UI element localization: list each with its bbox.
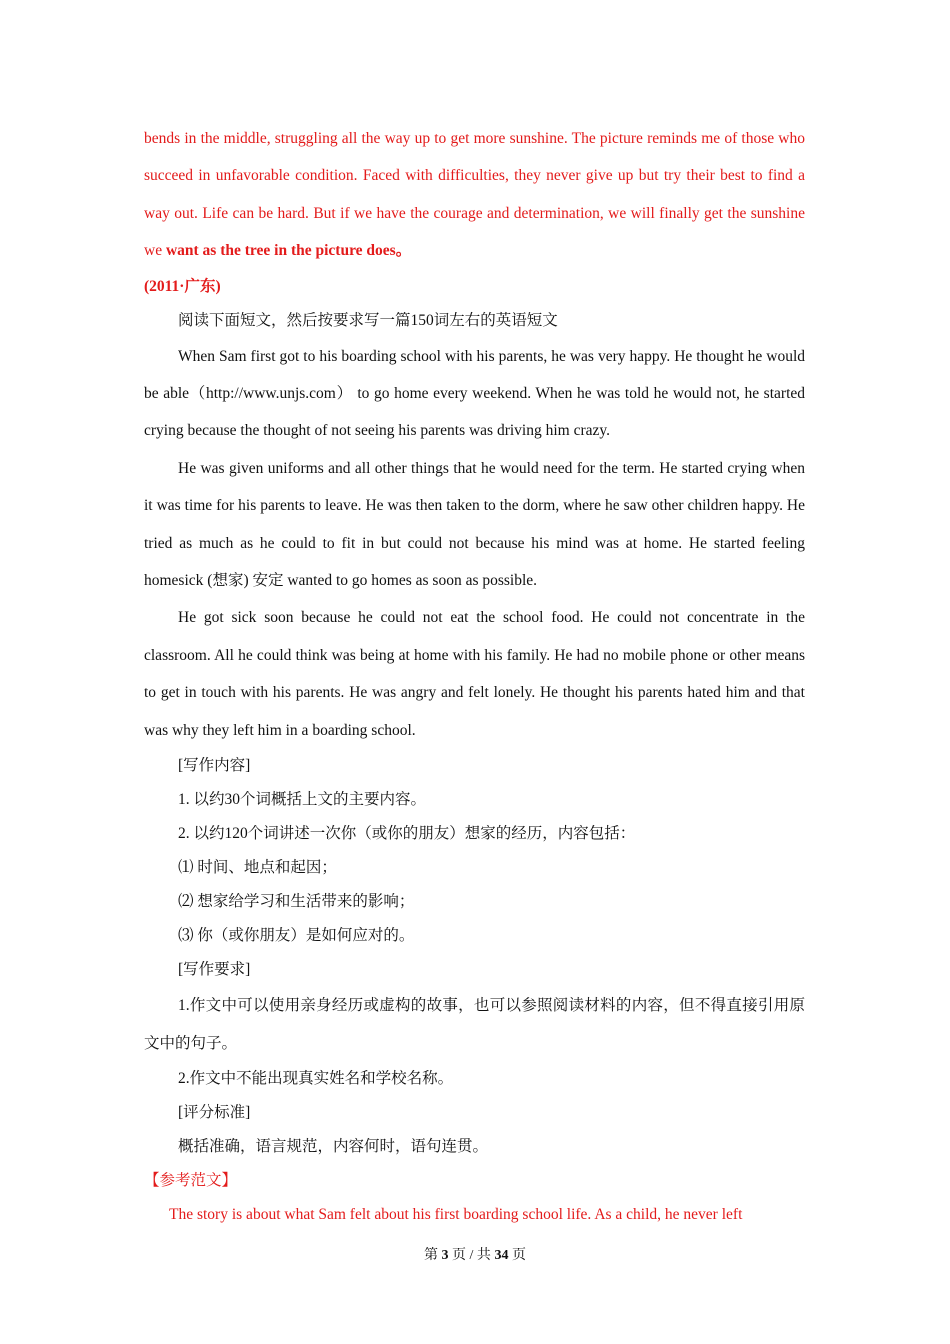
passage-paragraph-1: When Sam first got to his boarding school with his parents, he was very happy. He thought he would be able（http://www.unjs.com） to go home every weekend. When he was told he would not, he started crying because the thought of not seeing his parents was driving him crazy.: [144, 347, 805, 440]
writing-content-item-3: ⑴ 时间、地点和起因；: [178, 859, 337, 877]
writing-content-heading: [写作内容]: [178, 757, 251, 775]
writing-content-item-1: 1. 以约30个词概括上文的主要内容。: [178, 791, 427, 809]
footer-suffix: 页: [508, 1248, 526, 1263]
footer-total-pages: 34: [494, 1248, 509, 1263]
writing-requirements-item-2: 2.作文中不能出现真实姓名和学校名称。: [178, 1069, 454, 1087]
scoring-heading: [评分标准]: [178, 1103, 251, 1121]
instruction: 阅读下面短文，然后按要求写一篇150词左右的英语短文: [178, 311, 558, 329]
essay-continuation-bold-tail: want as the tree in the picture does。: [165, 242, 412, 260]
page-footer: [0, 1244, 950, 1264]
document-page: [144, 120, 805, 1232]
footer-middle: 页 / 共: [448, 1248, 495, 1263]
writing-content-item-5: ⑶ 你（或你朋友）是如何应对的。: [178, 927, 415, 945]
reference-text: The story is about what Sam felt about his first boarding school life. As a child, he never left: [169, 1205, 743, 1223]
passage-paragraph-2: He was given uniforms and all other things that he would need for the term. He started crying when it was time for his parents to leave. He was then taken to the dorm, where he saw other children happy. He tried as much as he could to fit in but could not because his mind was at home. He started feeling homesick (想家) 安定 wanted to go homes as soon as possible.: [144, 459, 805, 590]
section-title: (2011·广东): [144, 277, 221, 295]
writing-content-item-4: ⑵ 想家给学习和生活带来的影响；: [178, 893, 415, 911]
writing-content-item-2: 2. 以约120个词讲述一次你（或你的朋友）想家的经历，内容包括：: [178, 825, 636, 843]
scoring-text: 概括准确，语言规范，内容何时，语句连贯。: [178, 1137, 489, 1155]
reference-label: 【参考范文】: [144, 1171, 238, 1189]
writing-requirements-item-1: 1.作文中可以使用亲身经历或虚构的故事，也可以参照阅读材料的内容，但不得直接引用原文中的句子。: [144, 997, 805, 1052]
footer-prefix: 第: [424, 1248, 442, 1263]
writing-requirements-heading: [写作要求]: [178, 961, 251, 979]
essay-continuation-text: bends in the middle, struggling all the way up to get more sunshine. The picture reminds me of those who succeed in unfavorable condition. Faced with difficulties, they never give up but try their best to find a way out. Life can be hard. But if we have the courage and determination, we will finally get the sunshine we: [144, 130, 805, 260]
passage-paragraph-3: He got sick soon because he could not eat the school food. He could not concentrate in the classroom. All he could think was being at home with his family. He had no mobile phone or other means to get in touch with his parents. He was angry and felt lonely. He thought his parents hated him and that was why they left him in a boarding school.: [144, 609, 805, 739]
essay-continuation: [144, 120, 805, 270]
footer-current-page: 3: [441, 1248, 449, 1263]
